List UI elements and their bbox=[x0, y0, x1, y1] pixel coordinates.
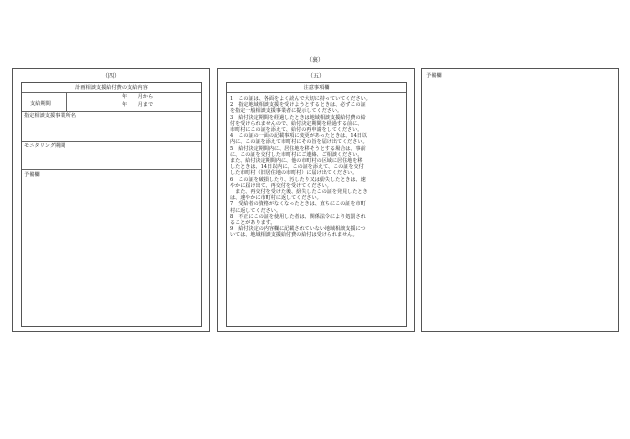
designated-provider-label: 指定相談支援事業所名 bbox=[24, 113, 76, 119]
note-line: 8 不正にこの証を使用した者は、関係法令により処罰され bbox=[230, 213, 366, 220]
note-line: 内に、この証を添えて市町村にその旨を届け出てください。 bbox=[230, 139, 368, 146]
note-line: 6 この証を破損したり、汚したり又は紛失したときは、速 bbox=[230, 176, 366, 183]
note-line: 1 この証は、各面をよく読んで大切に持っていてください。 bbox=[230, 96, 371, 102]
notes-box bbox=[226, 82, 407, 327]
note-line: 村に返してください。 bbox=[230, 207, 281, 214]
note-line: 3 給付決定期間を経過したときは地域相談支援給付費の給 bbox=[230, 114, 366, 121]
divider bbox=[66, 92, 67, 111]
note-line: また、給付決定期間内に、他の市町村の区域に居住地を移 bbox=[230, 158, 363, 165]
notes-heading: 注意事項欄 bbox=[303, 85, 330, 91]
divider bbox=[22, 169, 201, 170]
reserve-column-label: 予備欄 bbox=[426, 73, 442, 79]
notes-body bbox=[230, 96, 406, 239]
period-to-field[interactable]: 年 月まで bbox=[122, 102, 154, 108]
note-line: いては、地域相談支援給付費の給付は受けられません。 bbox=[230, 232, 358, 239]
note-line: 付を受けられませんので、給付決定期間を経過する前に、 bbox=[230, 120, 363, 127]
panel-notes bbox=[217, 68, 415, 332]
divider bbox=[22, 92, 201, 93]
note-line: した市町村（旧居住地の市町村）に届け出てください。 bbox=[230, 170, 358, 177]
panel-reserve bbox=[421, 68, 619, 332]
reserve-column-label: 予備欄 bbox=[24, 172, 40, 178]
note-line: やかに届け出て、再交付を受けてください。 bbox=[230, 182, 332, 189]
note-line: 9 給付決定の内容欄に記載されていない地域相談支援につ bbox=[230, 226, 366, 233]
note-line: 2 指定地域相談支援を受けようとするときは、必ずこの証 bbox=[230, 102, 366, 109]
back-side-label: （裏） bbox=[305, 57, 324, 64]
payment-period-label: 支給期間 bbox=[30, 101, 51, 107]
note-line: 5 給付決定期間内に、居住地を移そうとする場合は、事前 bbox=[230, 145, 366, 152]
note-line: 7 受給者の資格がなくなったときは、直ちにこの証を市町 bbox=[230, 201, 366, 208]
note-line: 市町村にこの証を添えて、給付の再申請をしてください。 bbox=[230, 127, 363, 134]
panel-plan-support bbox=[12, 68, 210, 332]
note-line: したときは、14日以内に、この証を添えて、この証を交付 bbox=[230, 164, 364, 171]
plan-support-heading: 計画相談支援給付費の支給内容 bbox=[75, 85, 148, 91]
panel-number: （五） bbox=[306, 73, 325, 80]
note-line: 4 この証の一面の記載事項に変更があったときは、14日以 bbox=[230, 133, 368, 140]
note-line: に、この証を交付した市町村にご連絡、ご相談ください。 bbox=[230, 151, 363, 158]
note-line: は、速やかに市町村に返してください。 bbox=[230, 195, 322, 202]
divider bbox=[227, 92, 406, 93]
panel-number: （四） bbox=[101, 73, 120, 80]
divider bbox=[22, 111, 201, 112]
note-line: ることがあります。 bbox=[230, 220, 276, 227]
monitoring-period-label: モニタリング期間 bbox=[24, 143, 66, 149]
note-line: また、再交付を受けた後、紛失したこの証を発見したとき bbox=[230, 189, 368, 196]
divider bbox=[22, 141, 201, 142]
note-line: を指定一般相談支援事業者に提示してください。 bbox=[230, 108, 343, 115]
period-from-field[interactable]: 年 月から bbox=[122, 94, 154, 100]
plan-support-box bbox=[21, 82, 202, 327]
